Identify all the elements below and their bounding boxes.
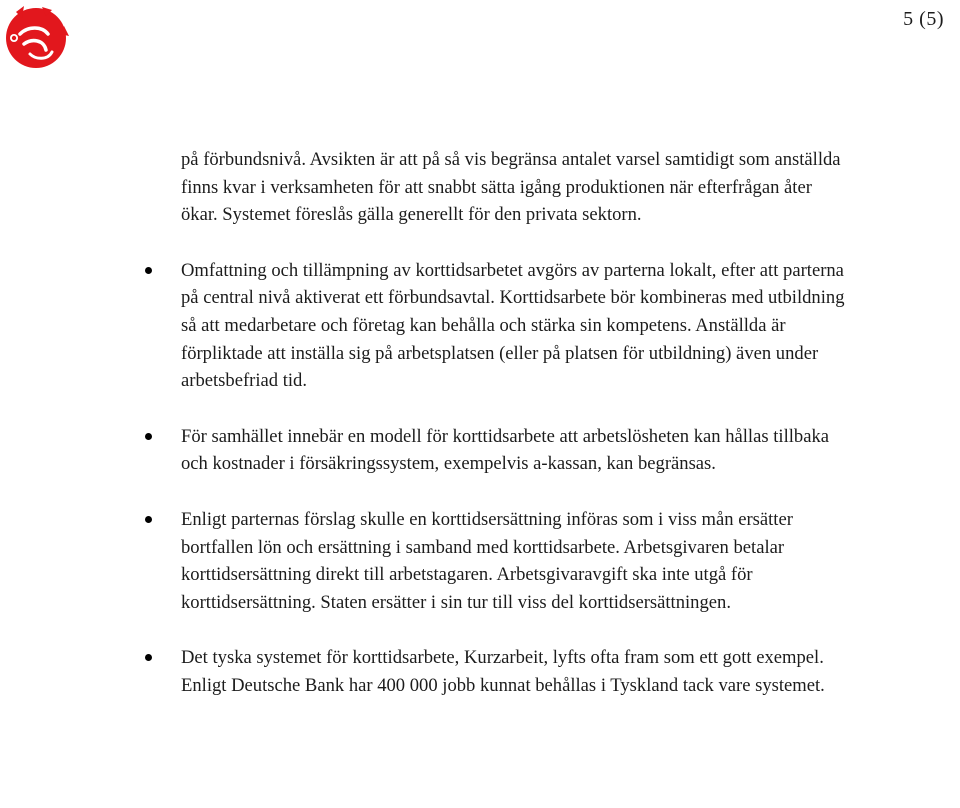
list-item-text: För samhället innebär en modell för korttidsarbete att arbetslösheten kan hållas tillbaka och kostnader i försäkringssystem, exempelvis a-kassan, kan begränsas. bbox=[181, 425, 829, 475]
list-item bbox=[181, 257, 851, 395]
list-item-text: Enligt parternas förslag skulle en korttidsersättning införas som i viss mån ersätter bortfallen lön och ersättning i samband med korttidsarbete. Arbetsgivaren betalar korttidsersättning direkt till arbetstagaren. Arbetsgivaravgift ska inte utgå för korttidsersättning. Staten ersätter i sin tur till viss del korttidsersättningen. bbox=[181, 508, 793, 613]
list-item bbox=[181, 644, 851, 699]
list-item bbox=[181, 423, 851, 478]
page-number: 5 (5) bbox=[903, 8, 944, 30]
red-rose-logo-icon bbox=[2, 4, 70, 72]
list-item-text: Det tyska systemet för korttidsarbete, Kurzarbeit, lyfts ofta fram som ett gott exempel. Enligt Deutsche Bank har 400 000 jobb kunnat behållas i Tyskland tack vare systemet. bbox=[181, 647, 825, 696]
list-item bbox=[181, 506, 851, 616]
bullet-icon bbox=[145, 267, 152, 274]
bullet-list bbox=[181, 257, 851, 700]
bullet-icon bbox=[145, 654, 152, 661]
bullet-icon bbox=[145, 433, 152, 440]
bullet-icon bbox=[145, 516, 152, 523]
document-body bbox=[181, 146, 851, 700]
lead-paragraph: på förbundsnivå. Avsikten är att på så vis begränsa antalet varsel samtidigt som anställda finns kvar i verksamheten för att snabbt sätta igång produktionen när efterfrågan åter ökar. Systemet föreslås gälla generellt för den privata sektorn. bbox=[181, 149, 841, 226]
list-item-text: Omfattning och tillämpning av korttidsarbetet avgörs av parterna lokalt, efter att parterna på central nivå aktiverat ett förbundsavtal. Korttidsarbete bör kombineras med utbildning så att medarbetare och företag kan behålla och stärka sin kompetens. Anställda är förpliktade att inställa sig på arbetsplatsen (eller på platsen för utbildning) även under arbetsbefriad tid. bbox=[181, 259, 845, 392]
